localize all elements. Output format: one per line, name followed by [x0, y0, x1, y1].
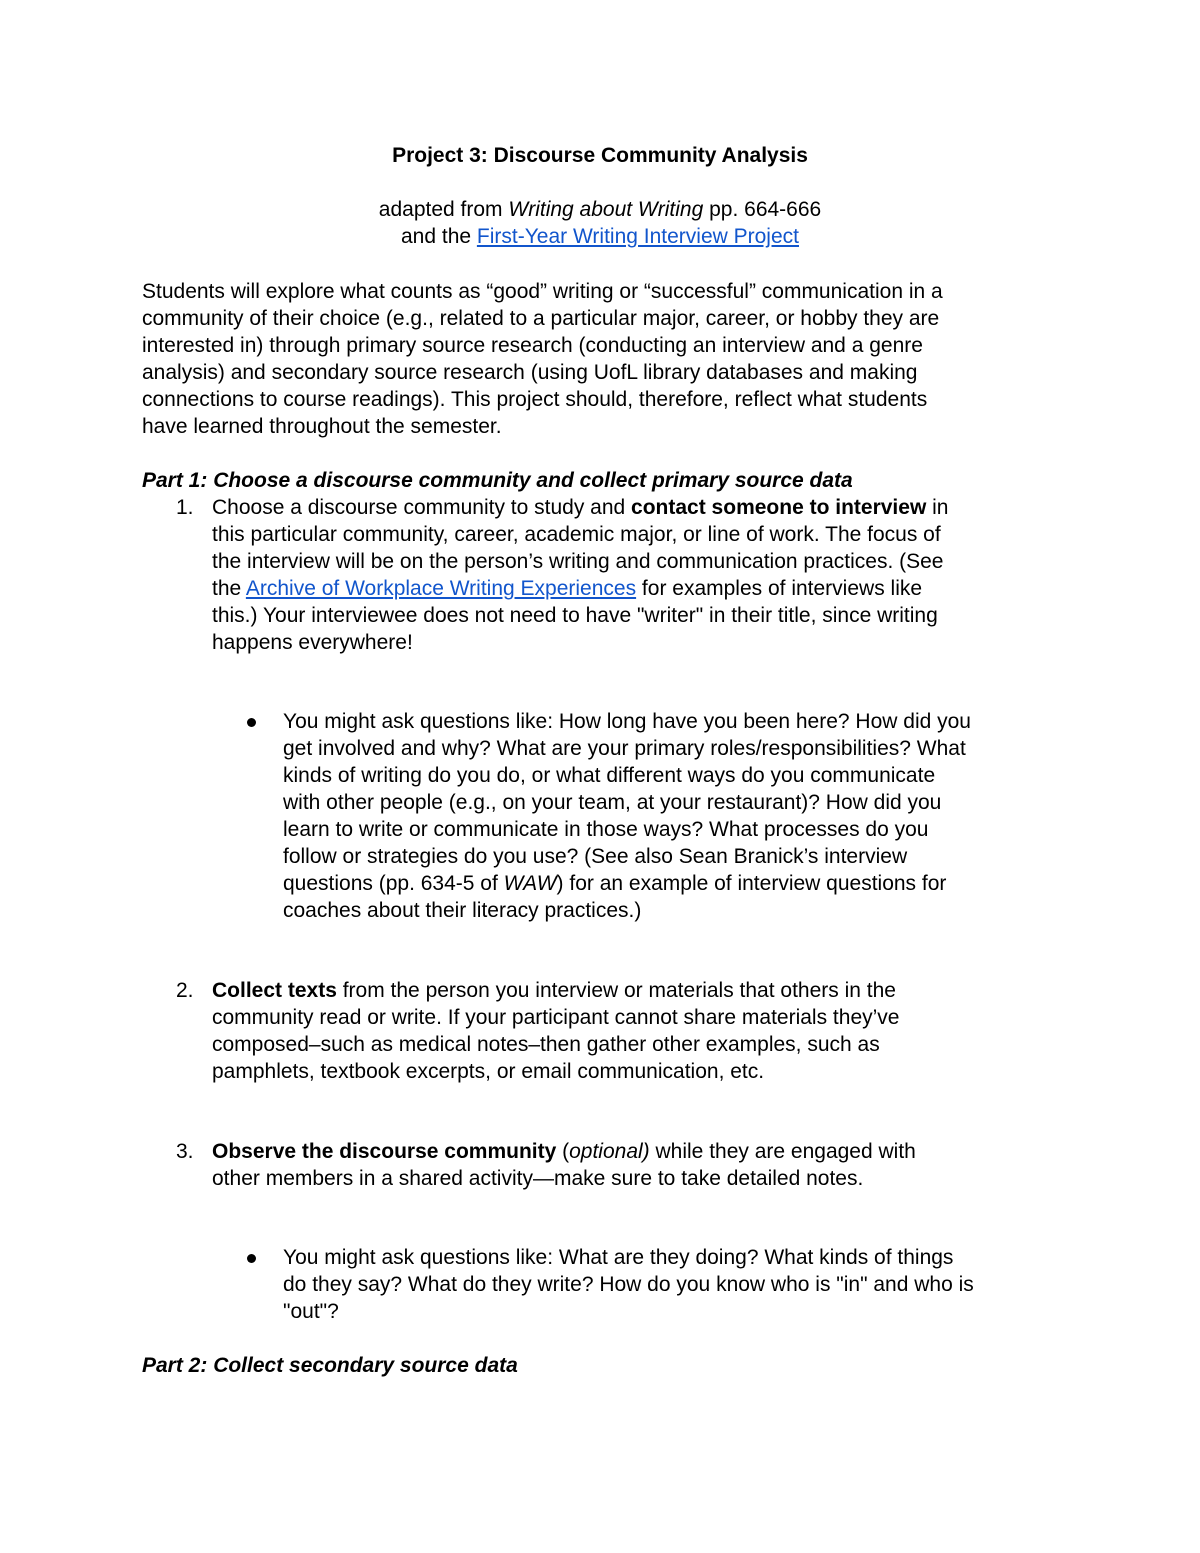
- text-span: in: [926, 496, 949, 519]
- text-span: Choose a discourse community to study and: [212, 496, 632, 519]
- item-line: composed–such as medical notes–then gather other examples, such as: [212, 1033, 880, 1056]
- intro-line: have learned throughout the semester.: [142, 415, 502, 438]
- bullet-line: coaches about their literacy practices.): [283, 899, 642, 922]
- item-line: happens everywhere!: [212, 631, 413, 654]
- adapted-pages: pp. 664-666: [703, 198, 822, 221]
- bullet-line: do they say? What do they write? How do you know who is "in" and who is: [283, 1273, 974, 1296]
- text-span: while they are engaged with: [649, 1140, 916, 1163]
- italic-span: optional): [569, 1140, 650, 1163]
- bullet-line: follow or strategies do you use? (See also Sean Branick’s interview: [283, 845, 908, 868]
- item-line: pamphlets, textbook excerpts, or email communication, etc.: [212, 1060, 765, 1083]
- bold-span: Collect texts: [212, 979, 337, 1002]
- list-number: 2.: [176, 979, 194, 1002]
- item-line: this.) Your interviewee does not need to have "writer" in their title, since writing: [212, 604, 938, 627]
- intro-line: Students will explore what counts as “good” writing or “successful” communication in a: [142, 280, 943, 303]
- and-the-line: [0, 223, 1200, 250]
- text-span: the: [212, 577, 246, 600]
- intro-line: connections to course readings). This project should, therefore, reflect what students: [142, 388, 928, 411]
- italic-span: WAW: [503, 872, 557, 895]
- intro-line: analysis) and secondary source research (using UofL library databases and making: [142, 361, 918, 384]
- part1-heading: Part 1: Choose a discourse community and collect primary source data: [142, 469, 853, 492]
- bullet-icon: [247, 718, 256, 727]
- item-line: the interview will be on the person’s writing and communication practices. (See: [212, 550, 944, 573]
- bullet-item-2: [142, 1244, 1062, 1325]
- list-item-3: [142, 1138, 1062, 1192]
- bullet-line: kinds of writing do you do, or what different ways do you communicate: [283, 764, 936, 787]
- page-title: Project 3: Discourse Community Analysis: [392, 144, 808, 167]
- bold-span: Observe the discourse community: [212, 1140, 557, 1163]
- bullet-line: get involved and why? What are your primary roles/responsibilities? What: [283, 737, 966, 760]
- intro-paragraph: [142, 278, 1062, 440]
- list-item-1: [142, 494, 1062, 656]
- text-span: for examples of interviews like: [636, 577, 923, 600]
- item-line: [212, 494, 1062, 521]
- bullet-line: learn to write or communicate in those ways? What processes do you: [283, 818, 929, 841]
- item-line: [212, 1138, 1062, 1165]
- list-number: 3.: [176, 1140, 194, 1163]
- bullet-line: [283, 870, 1062, 897]
- adapted-prefix: adapted from: [378, 198, 509, 221]
- book-title: Writing about Writing: [508, 198, 704, 221]
- list-item-2: [142, 977, 1062, 1085]
- text-span: (: [556, 1140, 570, 1163]
- bullet-line: You might ask questions like: What are they doing? What kinds of things: [283, 1246, 954, 1269]
- bullet-line: with other people (e.g., on your team, at your restaurant)? How did you: [283, 791, 942, 814]
- bullet-line: You might ask questions like: How long have you been here? How did you: [283, 710, 971, 733]
- bold-span: contact someone to interview: [631, 496, 927, 519]
- intro-line: community of their choice (e.g., related to a particular major, career, or hobby they are: [142, 307, 940, 330]
- item-line: this particular community, career, academic major, or line of work. The focus of: [212, 523, 941, 546]
- part2-heading: Part 2: Collect secondary source data: [142, 1354, 518, 1377]
- adapted-from-line: [0, 196, 1200, 223]
- item-line: community read or write. If your participant cannot share materials they’ve: [212, 1006, 900, 1029]
- item-line: [212, 977, 1062, 1004]
- archive-link[interactable]: Archive of Workplace Writing Experiences: [245, 577, 637, 600]
- text-span: from the person you interview or materials that others in the: [336, 979, 896, 1002]
- list-number: 1.: [176, 496, 194, 519]
- item-line: [212, 575, 1062, 602]
- bullet-line: "out"?: [283, 1300, 339, 1323]
- bullet-item-1: [142, 708, 1062, 924]
- first-year-writing-link[interactable]: First-Year Writing Interview Project: [476, 225, 799, 248]
- bullet-icon: [247, 1254, 256, 1263]
- text-span: questions (pp. 634-5 of: [283, 872, 504, 895]
- text-span: ) for an example of interview questions for: [556, 872, 947, 895]
- item-line: other members in a shared activity—make sure to take detailed notes.: [212, 1167, 864, 1190]
- intro-line: interested in) through primary source research (conducting an interview and a genre: [142, 334, 923, 357]
- and-the-text: and the: [400, 225, 477, 248]
